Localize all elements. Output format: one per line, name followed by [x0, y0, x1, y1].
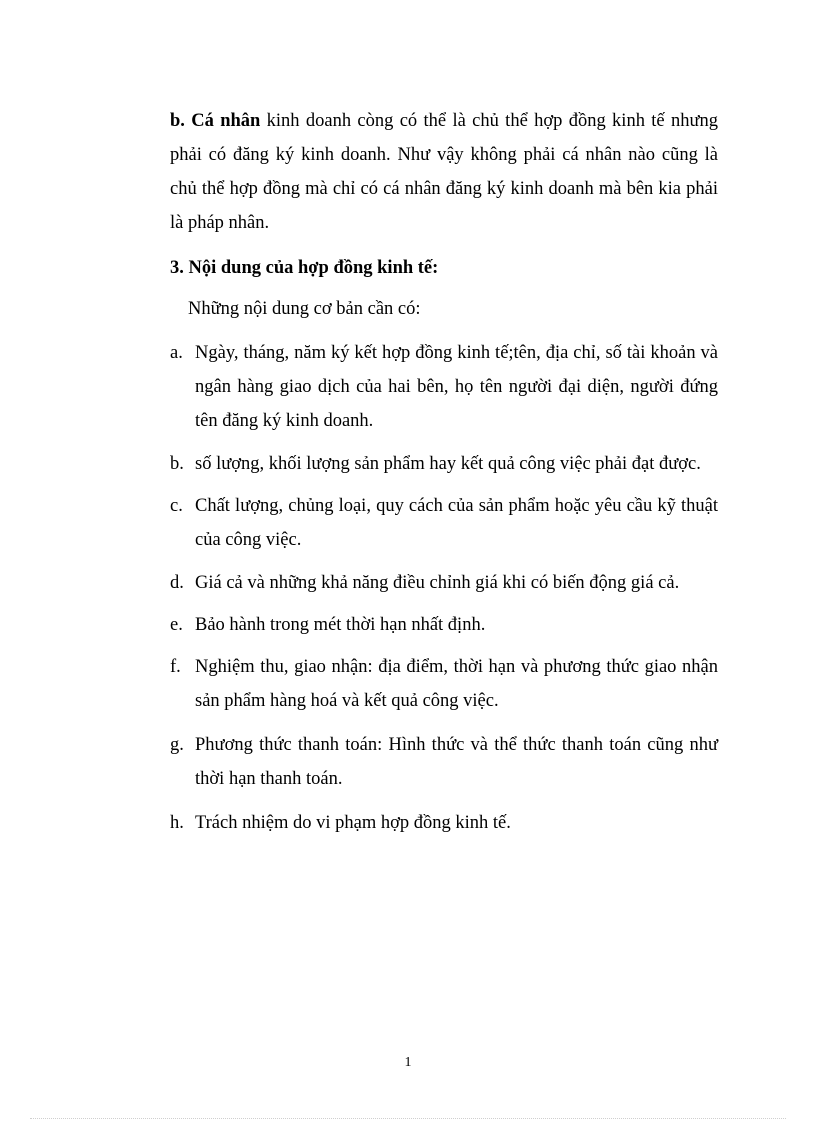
list-item-c	[170, 489, 718, 557]
list-marker: f.	[170, 657, 181, 677]
list-marker: b.	[170, 454, 184, 474]
list-marker: a.	[170, 343, 183, 363]
list-item-g	[170, 728, 718, 796]
list-item-b	[170, 447, 718, 481]
page-bottom-divider	[30, 1118, 786, 1119]
list-item-text: Bảo hành trong mét thời hạn nhất định.	[195, 615, 486, 635]
list-item-text: số lượng, khối lượng sản phẩm hay kết quả công việc phải đạt được.	[195, 454, 701, 474]
list-item-text: Phương thức thanh toán: Hình thức và thể thức thanh toán cũng như thời hạn thanh toán.	[195, 735, 718, 789]
list-item-text: Giá cả và những khả năng điều chỉnh giá khi có biến động giá cả.	[195, 573, 680, 593]
intro-line: Những nội dung cơ bản cần có:	[188, 299, 421, 319]
list-item-text: Chất lượng, chủng loại, quy cách của sản phẩm hoặc yêu cầu kỹ thuật của công việc.	[195, 496, 718, 550]
page-number: 1	[404, 1055, 412, 1070]
list-item-a	[170, 336, 718, 438]
list-item-d	[170, 566, 718, 600]
list-marker: d.	[170, 573, 184, 593]
list-marker: c.	[170, 496, 183, 516]
list-item-f	[170, 650, 718, 718]
list-marker: g.	[170, 735, 184, 755]
paragraph-individual-business	[170, 104, 718, 240]
list-marker: h.	[170, 813, 184, 833]
list-marker: e.	[170, 615, 183, 635]
paragraph-body: kinh doanh còng có thể là chủ thể hợp đồng kinh tế nhưng phải có đăng ký kinh doanh. Như vậy không phải cá nhân nào cũng là chủ thể hợp đồng mà chỉ có cá nhân đăng ký kinh doanh mà bên kia phải là pháp nhân.	[170, 111, 718, 233]
list-item-text: Nghiệm thu, giao nhận: địa điểm, thời hạn và phương thức giao nhận sản phẩm hàng hoá và kết quả công việc.	[195, 657, 718, 711]
list-item-text: Ngày, tháng, năm ký kết hợp đồng kinh tế;tên, địa chỉ, số tài khoản và ngân hàng giao dịch của hai bên, họ tên người đại diện, người đứng tên đăng ký kinh doanh.	[195, 343, 718, 431]
list-item-e	[170, 608, 718, 642]
list-item-h	[170, 806, 718, 840]
paragraph-lead: b. Cá nhân	[170, 111, 261, 131]
list-item-text: Trách nhiệm do vi phạm hợp đồng kinh tế.	[195, 813, 511, 833]
section-heading: 3. Nội dung của hợp đồng kinh tế:	[170, 258, 439, 278]
